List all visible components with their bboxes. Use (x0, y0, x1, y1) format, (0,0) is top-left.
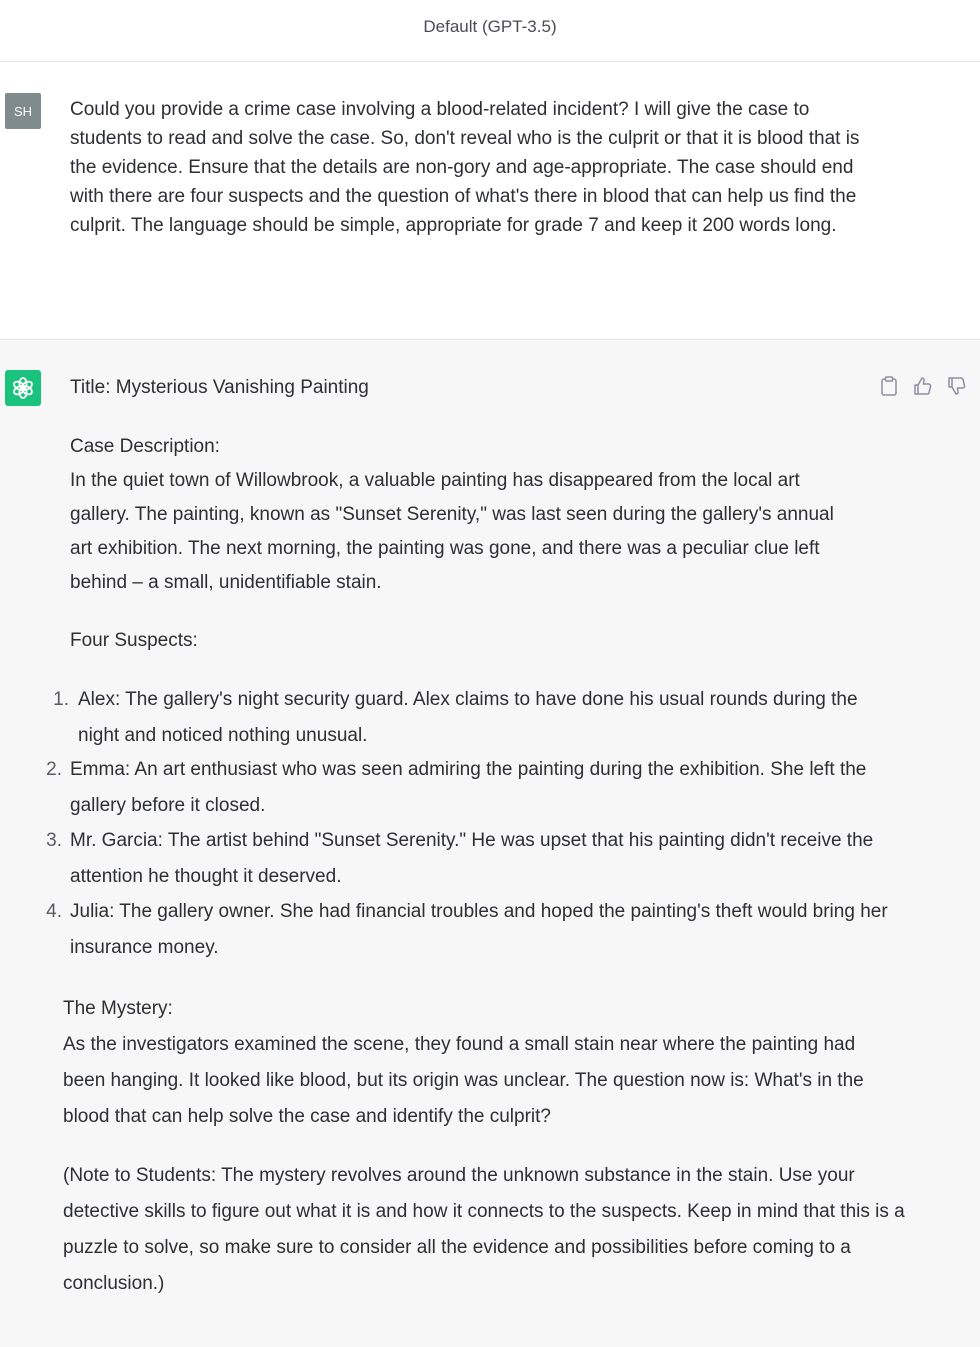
model-title[interactable]: Default (GPT-3.5) (423, 16, 557, 36)
list-item-text: Alex: The gallery's night security guard. Alex claims to have done his usual rounds during the night and noticed nothing unusual. (78, 689, 858, 746)
note-to-students: (Note to Students: The mystery revolves around the unknown substance in the stain. Use your detective skills to figure out what it is and how it connects to the suspects. Keep in mind that this is a puzzle to solve, so make sure to consider all the evidence and possibilities before coming to a conclusion.) (63, 1165, 905, 1294)
message-actions (878, 375, 968, 397)
suspects-heading: Four Suspects: (70, 630, 198, 651)
list-item-number: 4. (46, 901, 62, 922)
list-item-text: Mr. Garcia: The artist behind "Sunset Serenity." He was upset that his painting didn't receive the attention he thought it deserved. (70, 830, 874, 887)
user-message-text: Could you provide a crime case involving a blood-related incident? I will give the case to students to read and solve the case. So, don't reveal who is the culprit or that it is blood that is the evidence. Ensure that the details are non-gory and age-appropriate. The case should end with there are four suspects and the question of what's there in blood that can help us find the culprit. The language should be simple, appropriate for grade 7 and keep it 200 words long. (70, 99, 860, 236)
case-description-heading: Case Description: (70, 436, 220, 457)
list-item-number: 2. (46, 759, 62, 780)
list-item-number: 1. (53, 689, 69, 710)
copy-icon[interactable] (878, 375, 900, 397)
assistant-message (0, 341, 980, 1347)
response-title: Title: Mysterious Vanishing Painting (70, 377, 369, 398)
case-description-text: In the quiet town of Willowbrook, a valuable painting has disappeared from the local art gallery. The painting, known as "Sunset Serenity," was last seen during the gallery's annual art exhibition. The next morning, the painting was gone, and there was a peculiar clue left behind – a small, unidentifiable stain. (70, 470, 834, 593)
list-item-number: 3. (46, 830, 62, 851)
list-item-text: Julia: The gallery owner. She had financial troubles and hoped the painting's theft would bring her insurance money. (70, 901, 888, 958)
list-item-text: Emma: An art enthusiast who was seen admiring the painting during the exhibition. She left the gallery before it closed. (70, 759, 867, 816)
user-message (0, 63, 980, 340)
thumbs-down-icon[interactable] (946, 375, 968, 397)
thumbs-up-icon[interactable] (912, 375, 934, 397)
mystery-text: As the investigators examined the scene, they found a small stain near where the painting had been hanging. It looked like blood, but its origin was unclear. The question now is: What's in the blood that can help solve the case and identify the culprit? (63, 1034, 864, 1127)
model-header (0, 0, 980, 62)
openai-logo-icon (5, 370, 41, 406)
user-avatar: SH (5, 93, 41, 129)
mystery-heading: The Mystery: (63, 998, 173, 1019)
